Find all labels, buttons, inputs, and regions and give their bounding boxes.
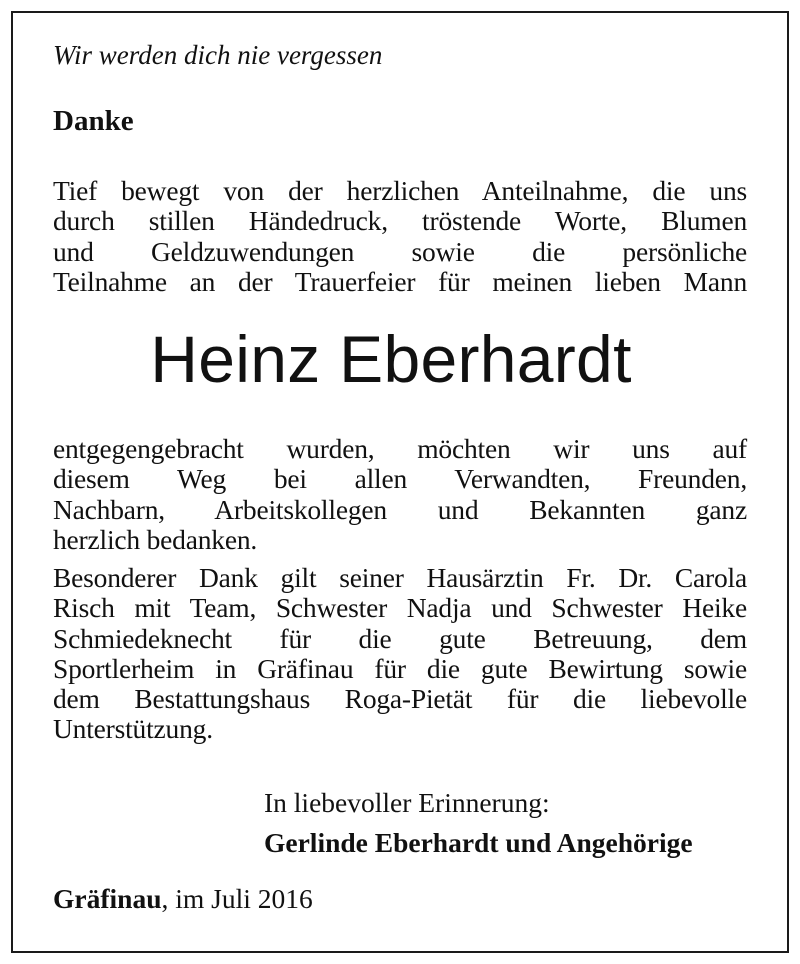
deceased-name-text: Heinz Eberhardt	[150, 322, 632, 396]
closing-phrase: In liebevoller Erinnerung:	[264, 787, 550, 818]
thanks-paragraph	[53, 434, 747, 555]
deceased-name	[0, 322, 800, 396]
text-line: Teilnahme an der Trauerfeier für meinen lieben Mann	[53, 265, 747, 297]
text-line: diesem Weg bei allen Verwandten, Freunden,	[53, 463, 747, 495]
text-line: Besonderer Dank gilt seiner Hausärztin Fr. Dr. Carola	[53, 562, 747, 593]
text-line: Risch mit Team, Schwester Nadja und Schwester Heike	[53, 592, 747, 624]
motto: Wir werden dich nie vergessen	[53, 40, 383, 70]
text-line: Tief bewegt von der herzlichen Anteilnahme, die uns	[53, 175, 747, 206]
text-line: dem Bestattungshaus Roga-Pietät für die liebevolle	[53, 683, 747, 715]
place: Gräfinau	[53, 883, 162, 914]
special-thanks-paragraph	[53, 563, 747, 745]
text-line: Sportlerheim in Gräfinau für die gute Bewirtung sowie	[53, 652, 747, 684]
text-line: und Geldzuwendungen sowie die persönliche	[53, 235, 747, 267]
place-date	[53, 882, 313, 916]
text-line: Unterstützung.	[53, 713, 213, 745]
text-line: herzlich bedanken.	[53, 523, 258, 555]
text-line: Nachbarn, Arbeitskollegen und Bekannten ganz	[53, 493, 747, 525]
intro-paragraph	[53, 176, 747, 297]
text-line: Schmiedeknecht für die gute Betreuung, dem	[53, 622, 747, 654]
text-line: durch stillen Händedruck, tröstende Worte, Blumen	[53, 205, 747, 237]
heading: Danke	[53, 105, 134, 137]
signature: Gerlinde Eberhardt und Angehörige	[264, 827, 693, 858]
text-line: entgegengebracht wurden, möchten wir uns auf	[53, 433, 747, 464]
date: , im Juli 2016	[161, 883, 313, 914]
